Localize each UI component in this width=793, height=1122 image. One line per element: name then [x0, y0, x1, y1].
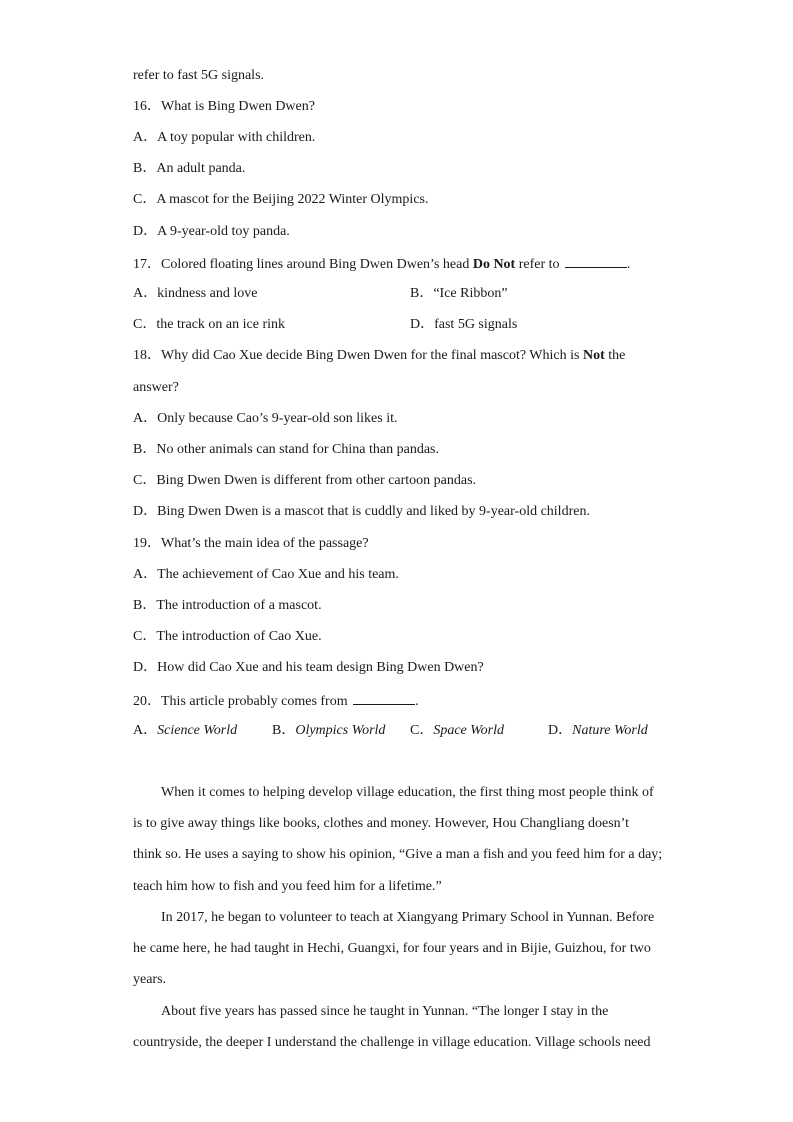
question-20-stem-text: 20．This article probably comes from — [133, 694, 352, 709]
question-18-stem-text: 18．Why did Cao Xue decide Bing Dwen Dwen for the final mascot? Which is — [133, 348, 583, 363]
option-letter: B． — [272, 723, 296, 738]
question-17-stem-text: 17．Colored floating lines around Bing Dwen Dwen’s head — [133, 257, 473, 272]
answer-blank — [353, 691, 415, 705]
question-19-option-d: D．How did Cao Xue and his team design Bing Dwen Dwen? — [133, 660, 484, 675]
option-text: Nature World — [572, 723, 648, 738]
option-letter: A． — [133, 723, 158, 738]
question-16-option-d: D．A 9-year-old toy panda. — [133, 224, 290, 239]
passage-line: In 2017, he began to volunteer to teach at Xiangyang Primary School in Yunnan. Before — [161, 910, 655, 925]
question-17-option-d: D．fast 5G signals — [410, 317, 518, 332]
question-18-option-a: A．Only because Cao’s 9-year-old son likes it. — [133, 411, 398, 426]
question-19-option-c: C．The introduction of Cao Xue. — [133, 629, 322, 644]
question-16-stem: 16．What is Bing Dwen Dwen? — [133, 99, 315, 114]
question-16-option-a: A．A toy popular with children. — [133, 130, 316, 145]
question-16-option-c: C．A mascot for the Beijing 2022 Winter Olympics. — [133, 192, 429, 207]
passage-line: teach him how to fish and you feed him for a lifetime.” — [133, 878, 442, 894]
passage-line: About five years has passed since he taught in Yunnan. “The longer I stay in the — [161, 1004, 609, 1019]
passage-line: think so. He uses a saying to show his opinion, “Give a man a fish and you feed him for a day; — [133, 847, 663, 863]
question-18-stem-bold: Not — [582, 348, 605, 363]
passage-paragraph-3 — [133, 996, 663, 1058]
question-18-stem — [133, 347, 625, 365]
question-17-option-b: B．“Ice Ribbon” — [410, 286, 508, 301]
intro-tail-text: refer to fast 5G signals. — [133, 68, 265, 83]
option-text: Olympics World — [295, 723, 386, 738]
question-17-stem — [133, 254, 631, 274]
passage-line: he came here, he had taught in Hechi, Guangxi, for four years and in Bijie, Guizhou, for two — [133, 941, 651, 957]
question-18-option-d: D．Bing Dwen Dwen is a mascot that is cuddly and liked by 9-year-old children. — [133, 504, 590, 519]
passage-line: When it comes to helping develop village education, the first thing most people think of — [161, 785, 654, 800]
answer-blank — [565, 254, 627, 268]
question-17-option-c: C．the track on an ice rink — [133, 317, 286, 332]
question-17-stem-bold: Do Not — [472, 257, 516, 272]
question-20-stem — [133, 691, 419, 711]
passage-line: years. — [133, 972, 167, 988]
option-letter: D． — [548, 723, 573, 738]
question-17-stem-end: . — [627, 257, 631, 272]
question-19-stem: 19．What’s the main idea of the passage? — [133, 536, 369, 551]
question-18-stem-after: the — [604, 348, 626, 363]
passage-paragraph-2 — [133, 902, 663, 996]
question-19-option-b: B．The introduction of a mascot. — [133, 598, 322, 613]
question-18-option-c: C．Bing Dwen Dwen is different from other cartoon pandas. — [133, 473, 477, 488]
question-18-option-b: B．No other animals can stand for China than pandas. — [133, 442, 439, 457]
question-20-option-c — [410, 722, 504, 740]
question-17-stem-after: refer to — [515, 257, 564, 272]
question-16-option-b: B．An adult panda. — [133, 161, 246, 176]
option-letter: C． — [410, 723, 434, 738]
question-20-option-d — [548, 722, 648, 740]
passage-line: countryside, the deeper I understand the challenge in village education. Village schools need — [133, 1035, 651, 1051]
question-19-option-a: A．The achievement of Cao Xue and his team. — [133, 567, 399, 582]
question-17-option-a: A．kindness and love — [133, 286, 258, 301]
question-18-stem-line2: answer? — [133, 380, 179, 395]
question-20-stem-end: . — [415, 694, 419, 709]
option-text: Space World — [433, 723, 504, 738]
question-20-option-b — [272, 722, 385, 740]
question-20-option-a — [133, 722, 237, 740]
passage-paragraph-1 — [133, 777, 663, 902]
option-text: Science World — [157, 723, 238, 738]
passage-line: is to give away things like books, clothes and money. However, Hou Changliang doesn’t — [133, 816, 629, 832]
